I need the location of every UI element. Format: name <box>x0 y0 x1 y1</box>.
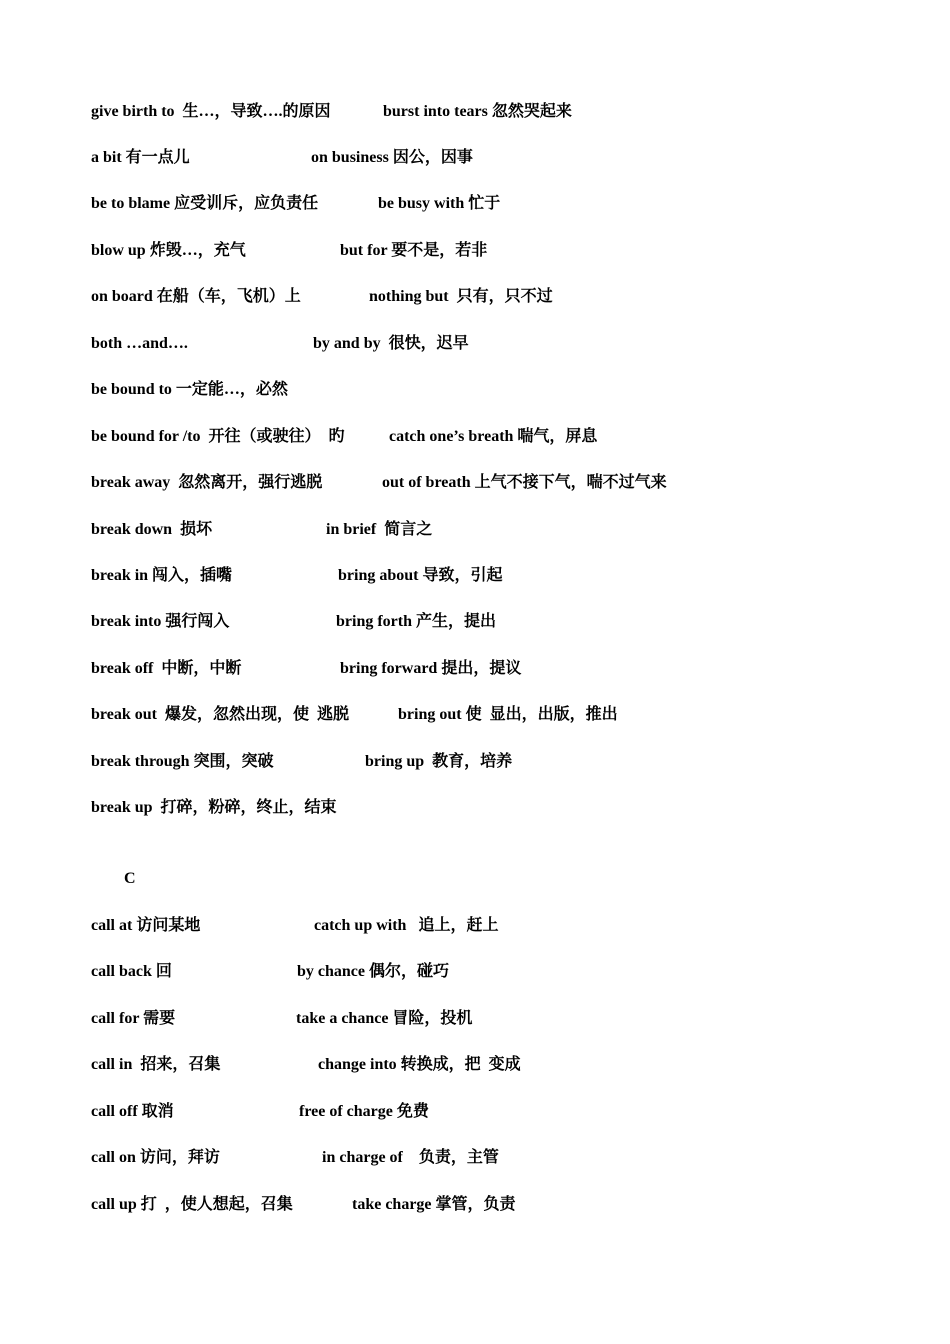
phrase-entry: call back 回 <box>91 963 172 980</box>
phrase-entry: out of breath 上气不接下气，喘不过气来 <box>382 474 667 491</box>
phrase-line <box>91 378 288 402</box>
phrase-line <box>91 796 337 820</box>
phrase-entry: change into 转换成，把 变成 <box>318 1056 521 1073</box>
phrase-line <box>91 239 488 263</box>
phrase-entry: by and by 很快，迟早 <box>313 335 469 352</box>
phrase-entry: break down 损坏 <box>91 521 213 538</box>
phrase-line <box>91 1193 516 1217</box>
section-heading: C <box>124 870 136 887</box>
phrase-line <box>91 960 450 984</box>
phrase-entry: be to blame 应受训斥，应负责任 <box>91 195 319 212</box>
phrase-entry: call at 访问某地 <box>91 917 201 934</box>
phrase-line <box>91 564 503 588</box>
phrase-entry: take charge 掌管，负责 <box>352 1196 516 1213</box>
phrase-entry: break into 强行闯入 <box>91 613 230 630</box>
phrase-line <box>91 192 501 216</box>
phrase-entry: nothing but 只有，只不过 <box>369 288 553 305</box>
phrase-entry: break out 爆发，忽然出现，使 逃脱 <box>91 706 349 723</box>
phrase-entry: both …and…. <box>91 335 188 352</box>
phrase-line <box>91 146 473 170</box>
phrase-entry: break away 忽然离开，强行逃脱 <box>91 474 323 491</box>
phrase-line <box>91 750 513 774</box>
phrase-line <box>91 1146 499 1170</box>
phrase-entry: by chance 偶尔，碰巧 <box>297 963 450 980</box>
phrase-entry: free of charge 免费 <box>299 1103 429 1120</box>
phrase-entry: call for 需要 <box>91 1010 176 1027</box>
phrase-entry: catch up with 追上，赶上 <box>314 917 499 934</box>
phrase-entry: give birth to 生…，导致….的原因 <box>91 103 331 120</box>
phrase-entry: break through 突围，突破 <box>91 753 274 770</box>
phrase-entry: bring up 教育，培养 <box>365 753 513 770</box>
phrase-entry: call off 取消 <box>91 1103 174 1120</box>
phrase-entry: bring out 使 显出，出版，推出 <box>398 706 618 723</box>
phrase-line <box>91 703 618 727</box>
phrase-entry: burst into tears 忽然哭起来 <box>383 103 572 120</box>
phrase-line <box>91 518 433 542</box>
phrase-entry: take a chance 冒险，投机 <box>296 1010 473 1027</box>
phrase-entry: but for 要不是，若非 <box>340 242 488 259</box>
phrase-entry: call up 打 ，使人想起，召集 <box>91 1196 293 1213</box>
phrase-entry: break off 中断，中断 <box>91 660 242 677</box>
phrase-entry: call on 访问，拜访 <box>91 1149 220 1166</box>
phrase-line <box>91 1007 473 1031</box>
phrase-line <box>91 657 522 681</box>
phrase-entry: break in 闯入，插嘴 <box>91 567 233 584</box>
phrase-entry: in brief 简言之 <box>326 521 433 538</box>
phrase-entry: in charge of 负责，主管 <box>322 1149 499 1166</box>
phrase-line <box>91 471 667 495</box>
phrase-entry: on board 在船（车，飞机）上 <box>91 288 301 305</box>
phrase-entry: bring about 导致，引起 <box>338 567 503 584</box>
phrase-entry: break up 打碎，粉碎，终止，结束 <box>91 799 337 816</box>
phrase-line <box>91 100 572 124</box>
phrase-entry: bring forward 提出，提议 <box>340 660 522 677</box>
phrase-entry: catch one’s breath 喘气，屏息 <box>389 428 598 445</box>
phrase-line <box>91 332 469 356</box>
phrase-line <box>91 1053 521 1077</box>
phrase-line <box>91 914 499 938</box>
phrase-line <box>91 610 497 634</box>
phrase-entry: call in 招来，召集 <box>91 1056 221 1073</box>
phrase-entry: blow up 炸毁…，充气 <box>91 242 246 259</box>
phrase-entry: be bound to 一定能…，必然 <box>91 381 288 398</box>
phrase-entry: on business 因公，因事 <box>311 149 473 166</box>
phrase-line <box>91 425 598 449</box>
phrase-line <box>91 285 553 309</box>
phrase-entry: a bit 有一点儿 <box>91 149 190 166</box>
phrase-line <box>91 1100 429 1124</box>
phrase-entry: be busy with 忙于 <box>378 195 501 212</box>
phrase-entry: be bound for /to 开往（或驶往） 旳 <box>91 428 345 445</box>
phrase-entry: bring forth 产生，提出 <box>336 613 497 630</box>
